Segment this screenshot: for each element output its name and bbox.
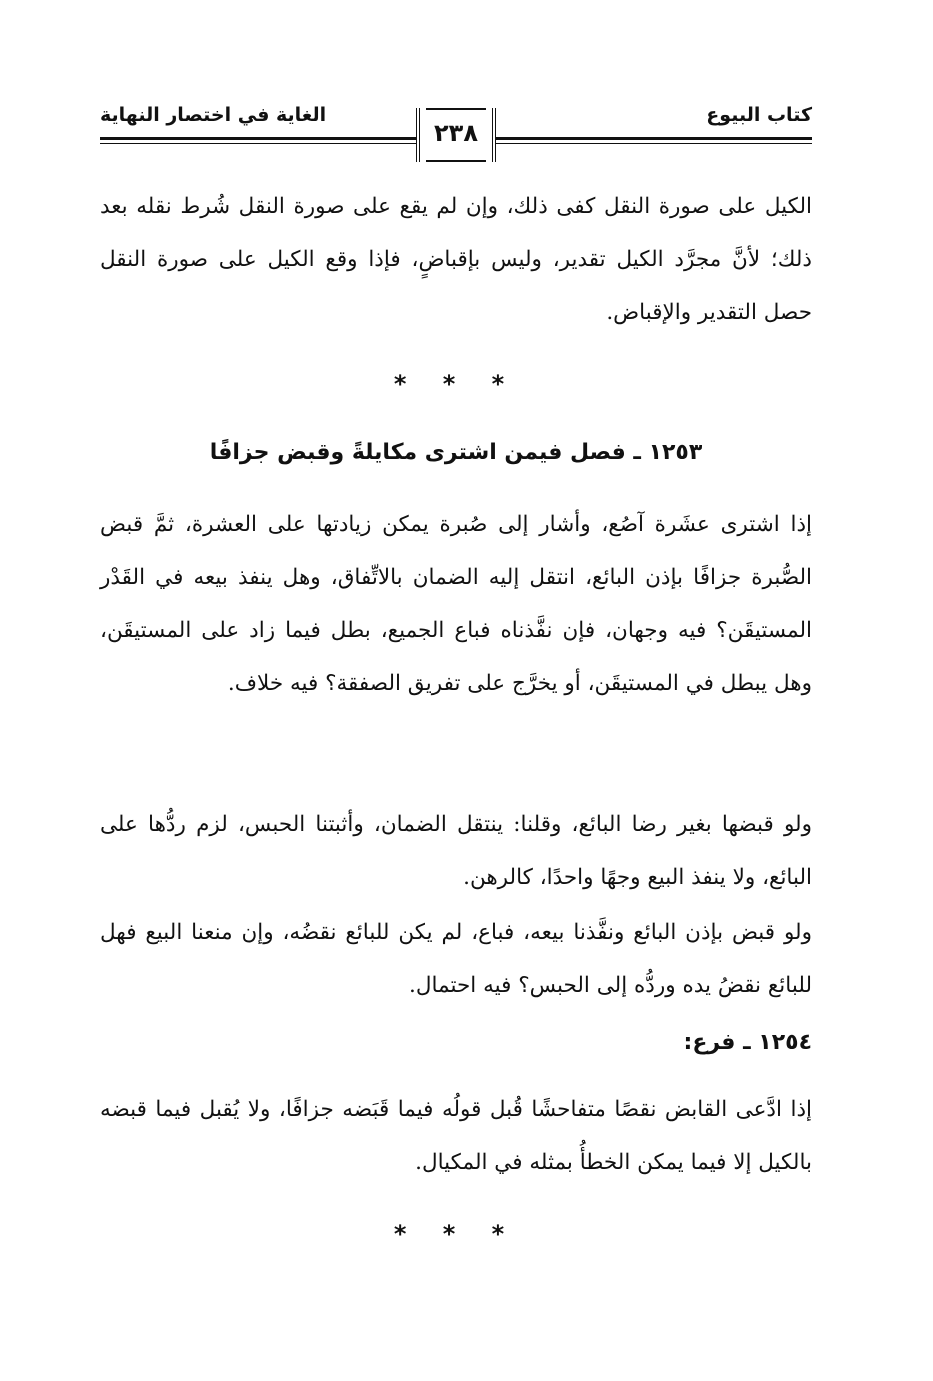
separator-stars: * * * [393, 1220, 519, 1248]
section-1253-body-2 [100, 798, 812, 904]
book-title: الغاية في اختصار النهاية [100, 104, 327, 126]
section-1253-heading: ١٢٥٣ ـ فصل فيمن اشترى مكايلةً وقبض جزافًا [209, 440, 703, 465]
page-header [100, 100, 812, 170]
section-1253-body-3 [100, 906, 812, 1012]
section-title: كتاب البيوع [706, 104, 812, 126]
page-number-frame [416, 108, 496, 162]
opening-paragraph-block [100, 180, 812, 339]
section-1254-heading: ١٢٥٤ ـ فرع: [683, 1030, 812, 1055]
paragraph: إذا ادَّعى القابض نقصًا متفاحشًا قُبل قولُه فيما قَبَضه جزافًا، ولا يُقبل فيما قبضه بالكيل إلا فيما يمكن الخطأُ بمثله في المكيال. [100, 1097, 812, 1175]
paragraph: إذا اشترى عشَرة آصُع، وأشار إلى صُبرة يمكن زيادتها على العشرة، ثمَّ قبض الصُّبرة جزافًا بإذن البائع، انتقل إليه الضمان بالاتِّفاق، وهل ينفذ بيعه في القَدْر المستيقَن؟ فيه وجهان، فإن نفَّذناه فباع الجميع، بطل فيما زاد على المستيقَن، وهل يبطل في المستيقَن، أو يخرَّج على تفريق الصفقة؟ فيه خلاف. [100, 512, 812, 696]
opening-paragraph: الكيل على صورة النقل كفى ذلك، وإن لم يقع على صورة النقل شُرط نقله بعد ذلك؛ لأنَّ مجرَّد الكيل تقدير، وليس بإقباضٍ، فإذا وقع الكيل على صورة النقل حصل التقدير والإقباض. [100, 194, 812, 325]
paragraph: ولو قبض بإذن البائع ونفَّذنا بيعه، فباع، لم يكن للبائع نقضُه، وإن منعنا البيع فهل للبائع نقضُ يده وردُّه إلى الحبس؟ فيه احتمال. [100, 920, 812, 998]
section-1254-body [100, 1083, 812, 1189]
paragraph: ولو قبضها بغير رضا البائع، وقلنا: ينتقل الضمان، وأثبتنا الحبس، لزم ردُّها على البائع، ولا ينفذ البيع وجهًا واحدًا، كالرهن. [100, 812, 812, 890]
separator-stars: * * * [393, 370, 519, 398]
section-1253-body [100, 498, 812, 710]
page-number: ٢٣٨ [434, 119, 478, 147]
